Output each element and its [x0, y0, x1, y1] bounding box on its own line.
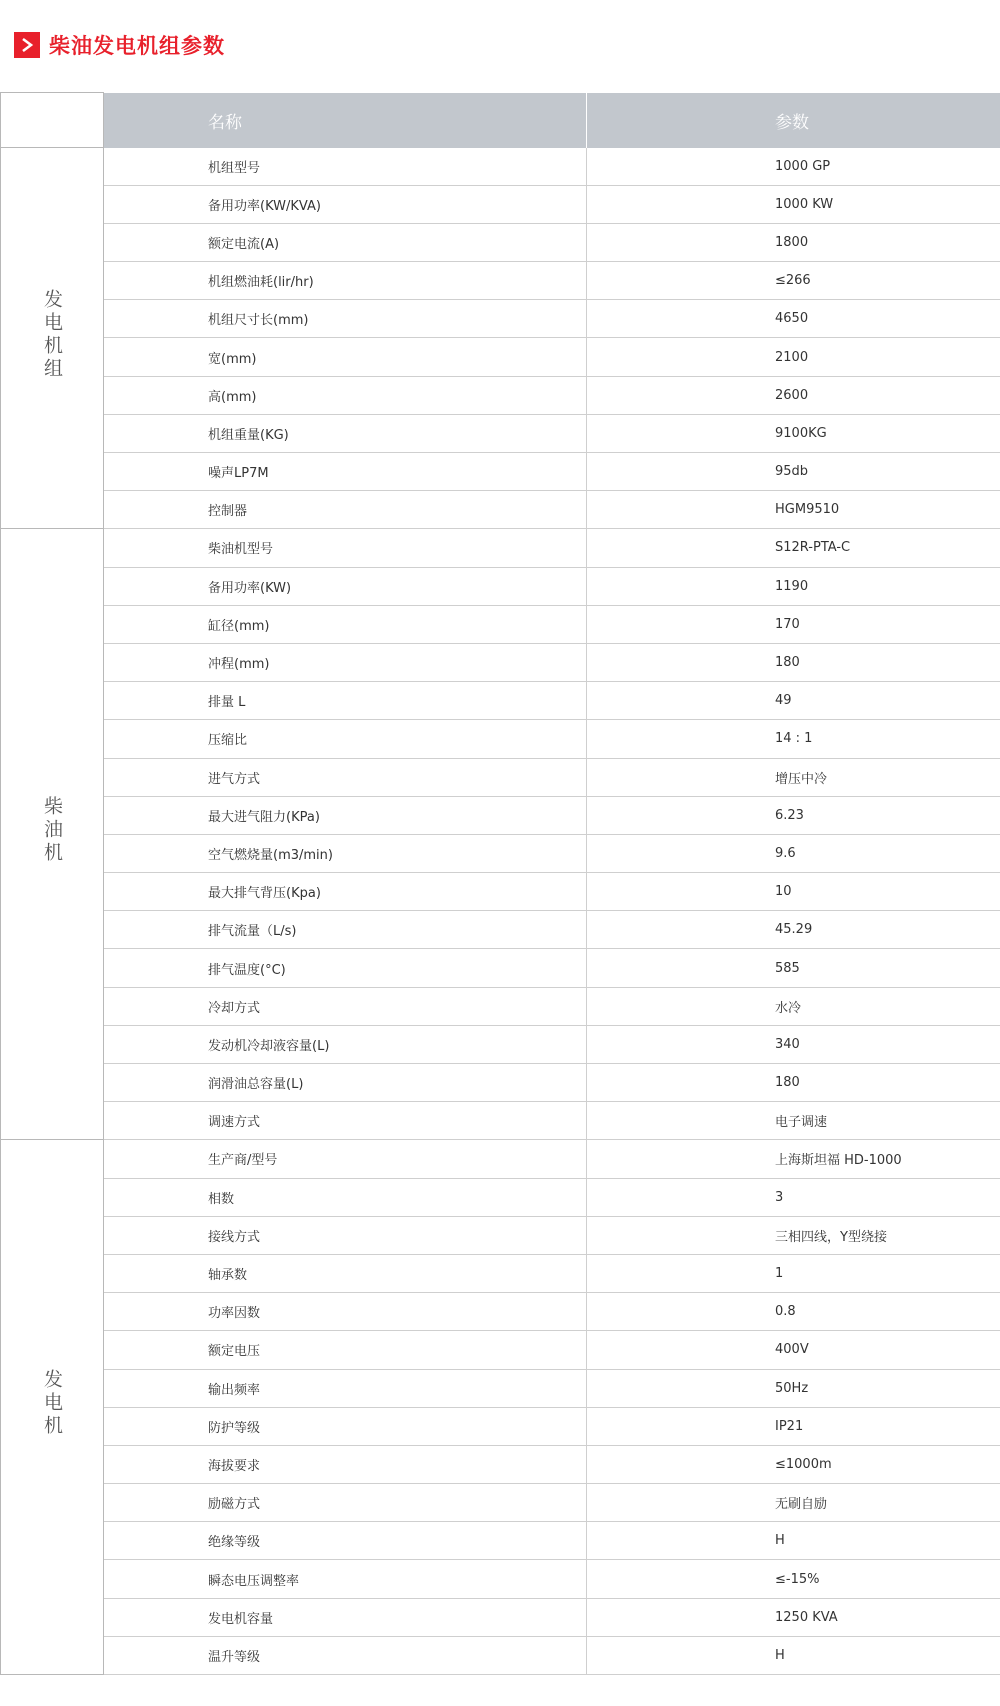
table-row [1, 1522, 1000, 1560]
param-value: 50Hz [587, 1369, 1000, 1407]
param-value: 6.23 [587, 796, 1000, 834]
param-name: 宽(mm) [104, 338, 587, 376]
param-name: 发电机容量 [104, 1598, 587, 1636]
param-value: 三相四线，Y型绕接 [587, 1216, 1000, 1254]
param-name: 额定电压 [104, 1331, 587, 1369]
group-label-cell [1, 529, 104, 1140]
param-name: 机组尺寸长(mm) [104, 300, 587, 338]
param-name: 最大排气背压(Kpa) [104, 873, 587, 911]
param-name: 绝缘等级 [104, 1522, 587, 1560]
table-row [1, 682, 1000, 720]
param-name: 额定电流(A) [104, 223, 587, 261]
param-name: 防护等级 [104, 1407, 587, 1445]
param-value: 1000 GP [587, 148, 1000, 186]
table-row [1, 223, 1000, 261]
table-row [1, 1598, 1000, 1636]
param-value: 2600 [587, 376, 1000, 414]
param-name: 冷却方式 [104, 987, 587, 1025]
table-row [1, 949, 1000, 987]
param-name: 排气温度(°C) [104, 949, 587, 987]
param-value: 585 [587, 949, 1000, 987]
chevron-right-icon [14, 32, 40, 58]
param-name: 机组型号 [104, 148, 587, 186]
table-row [1, 1178, 1000, 1216]
param-value: HGM9510 [587, 491, 1000, 529]
column-header-value: 参数 [587, 93, 1000, 148]
param-value: 9100KG [587, 414, 1000, 452]
param-value: 水冷 [587, 987, 1000, 1025]
table-row [1, 720, 1000, 758]
param-value: 49 [587, 682, 1000, 720]
page-title: 柴油发电机组参数 [49, 34, 225, 58]
table-row [1, 1445, 1000, 1483]
param-value: S12R-PTA-C [587, 529, 1000, 567]
param-value: 180 [587, 643, 1000, 681]
table-row [1, 1216, 1000, 1254]
param-name: 备用功率(KW) [104, 567, 587, 605]
param-name: 轴承数 [104, 1254, 587, 1292]
param-value: 1 [587, 1254, 1000, 1292]
param-value: 1000 KW [587, 185, 1000, 223]
param-name: 控制器 [104, 491, 587, 529]
column-header-name: 名称 [104, 93, 587, 148]
param-value: 340 [587, 1025, 1000, 1063]
table-row [1, 605, 1000, 643]
table-row [1, 1369, 1000, 1407]
param-name: 进气方式 [104, 758, 587, 796]
param-value: 3 [587, 1178, 1000, 1216]
param-name: 励磁方式 [104, 1484, 587, 1522]
param-name: 排量 L [104, 682, 587, 720]
table-row [1, 834, 1000, 872]
group-label: 发电机组 [41, 288, 63, 381]
param-name: 冲程(mm) [104, 643, 587, 681]
table-row [1, 1064, 1000, 1102]
table-row [1, 148, 1000, 186]
table-row [1, 1484, 1000, 1522]
table-row [1, 1331, 1000, 1369]
param-name: 相数 [104, 1178, 587, 1216]
param-name: 接线方式 [104, 1216, 587, 1254]
table-body [1, 148, 1000, 1675]
table-row [1, 1102, 1000, 1140]
param-name: 空气燃烧量(m3/min) [104, 834, 587, 872]
table-row [1, 376, 1000, 414]
group-label-cell [1, 148, 104, 529]
group-header-cell [1, 93, 104, 148]
param-value: H [587, 1636, 1000, 1674]
param-name: 海拔要求 [104, 1445, 587, 1483]
param-value: 2100 [587, 338, 1000, 376]
table-row [1, 1140, 1000, 1178]
spec-table [0, 92, 1000, 1675]
table-row [1, 987, 1000, 1025]
group-label: 发电机 [41, 1369, 63, 1439]
param-name: 温升等级 [104, 1636, 587, 1674]
table-row [1, 453, 1000, 491]
table-row [1, 262, 1000, 300]
param-value: 1800 [587, 223, 1000, 261]
param-name: 机组燃油耗(lir/hr) [104, 262, 587, 300]
param-value: 0.8 [587, 1293, 1000, 1331]
param-value: 14 : 1 [587, 720, 1000, 758]
param-value: 增压中冷 [587, 758, 1000, 796]
param-name: 润滑油总容量(L) [104, 1064, 587, 1102]
table-header-row [1, 93, 1000, 148]
param-name: 缸径(mm) [104, 605, 587, 643]
param-name: 噪声LP7M [104, 453, 587, 491]
group-label: 柴油机 [41, 796, 63, 866]
table-row [1, 1636, 1000, 1674]
param-value: ≤-15% [587, 1560, 1000, 1598]
param-value: 45.29 [587, 911, 1000, 949]
param-value: ≤266 [587, 262, 1000, 300]
table-row [1, 1560, 1000, 1598]
param-name: 生产商/型号 [104, 1140, 587, 1178]
param-value: IP21 [587, 1407, 1000, 1445]
param-name: 柴油机型号 [104, 529, 587, 567]
param-value: 180 [587, 1064, 1000, 1102]
param-value: 无刷自励 [587, 1484, 1000, 1522]
param-name: 高(mm) [104, 376, 587, 414]
table-row [1, 338, 1000, 376]
param-value: 400V [587, 1331, 1000, 1369]
table-row [1, 643, 1000, 681]
group-label-cell [1, 1140, 104, 1675]
table-row [1, 1407, 1000, 1445]
table-row [1, 1254, 1000, 1292]
param-name: 压缩比 [104, 720, 587, 758]
table-row [1, 873, 1000, 911]
param-value: 1190 [587, 567, 1000, 605]
param-value: 170 [587, 605, 1000, 643]
param-name: 输出频率 [104, 1369, 587, 1407]
param-value: 4650 [587, 300, 1000, 338]
table-row [1, 300, 1000, 338]
param-value: 10 [587, 873, 1000, 911]
param-name: 最大进气阻力(KPa) [104, 796, 587, 834]
table-row [1, 758, 1000, 796]
table-row [1, 796, 1000, 834]
param-value: ≤1000m [587, 1445, 1000, 1483]
param-name: 功率因数 [104, 1293, 587, 1331]
param-name: 机组重量(KG) [104, 414, 587, 452]
section-header [14, 28, 225, 62]
table-row [1, 911, 1000, 949]
param-value: 电子调速 [587, 1102, 1000, 1140]
table-row [1, 491, 1000, 529]
param-name: 瞬态电压调整率 [104, 1560, 587, 1598]
table-row [1, 185, 1000, 223]
param-value: 上海斯坦福 HD-1000 [587, 1140, 1000, 1178]
param-name: 备用功率(KW/KVA) [104, 185, 587, 223]
param-value: 1250 KVA [587, 1598, 1000, 1636]
table-row [1, 529, 1000, 567]
param-name: 排气流量（L/s) [104, 911, 587, 949]
param-value: 9.6 [587, 834, 1000, 872]
table-row [1, 567, 1000, 605]
param-value: 95db [587, 453, 1000, 491]
param-value: H [587, 1522, 1000, 1560]
param-name: 发动机冷却液容量(L) [104, 1025, 587, 1063]
param-name: 调速方式 [104, 1102, 587, 1140]
table-row [1, 414, 1000, 452]
table-row [1, 1293, 1000, 1331]
table-row [1, 1025, 1000, 1063]
